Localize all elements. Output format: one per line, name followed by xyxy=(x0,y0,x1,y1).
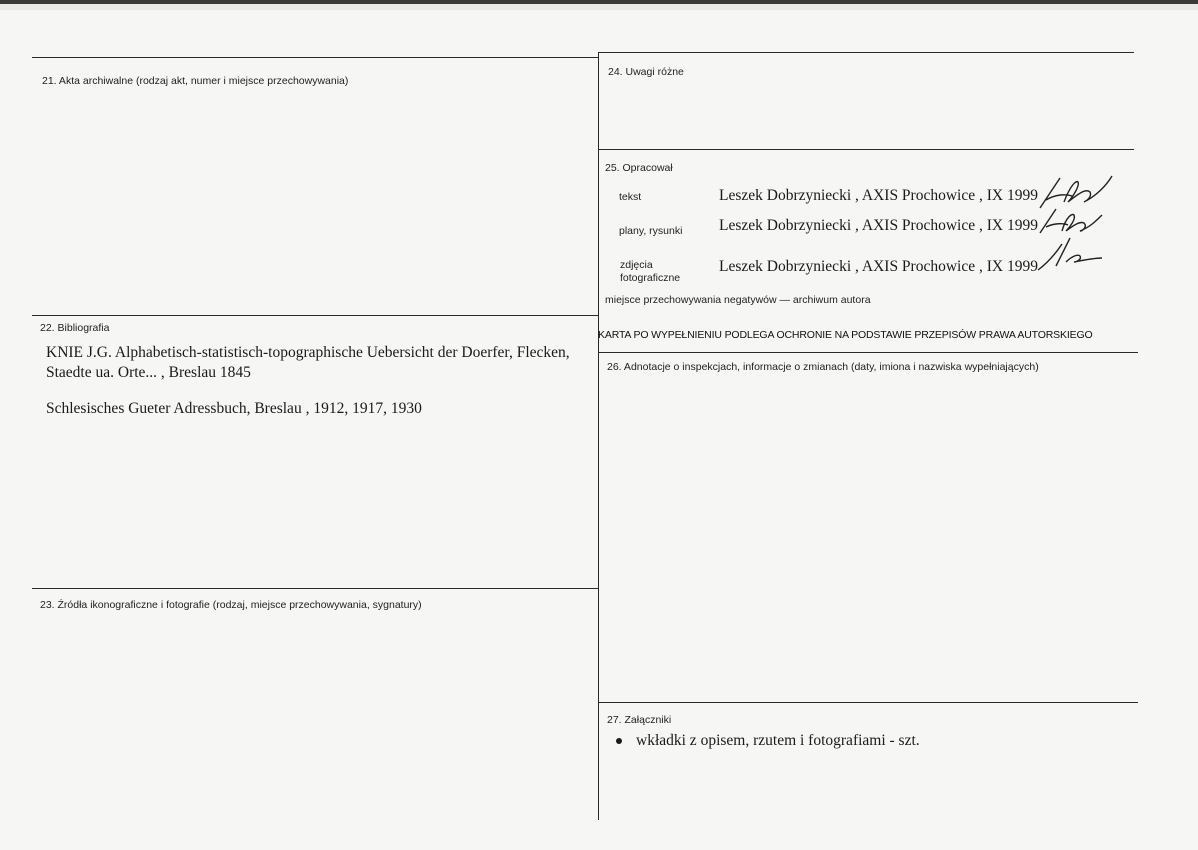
rule-22-23 xyxy=(32,588,598,589)
section-21-label: 21. Akta archiwalne (rodzaj akt, numer i miejsce przechowywania) xyxy=(42,75,349,87)
negatives-location: miejsce przechowywania negatywów — archiwum autora xyxy=(605,294,871,306)
rule-center-vertical xyxy=(598,52,599,820)
section-23-label: 23. Źródła ikonograficzne i fotografie (rodzaj, miejsce przechowywania, sygnatury) xyxy=(40,599,422,611)
bibliography-entry: KNIE J.G. Alphabetisch-statistisch-topographische Uebersicht der Doerfer, Flecken, Staedte ua. Orte... , Breslau 1845 xyxy=(46,344,570,381)
rule-26-27 xyxy=(598,702,1138,703)
section-22-label: 22. Bibliografia xyxy=(40,322,110,334)
author-row-label: tekst xyxy=(619,191,642,203)
rule-top-left xyxy=(32,57,598,58)
signature xyxy=(1036,205,1106,237)
bullet-icon xyxy=(616,738,622,744)
section-24-label: 24. Uwagi różne xyxy=(608,66,684,78)
author-row-label: plany, rysunki xyxy=(619,225,683,237)
author-row-value: Leszek Dobrzyniecki , AXIS Prochowice , IX 1999 xyxy=(719,187,1038,204)
section-27-label: 27. Załączniki xyxy=(607,714,672,726)
author-row-label: zdjęcia fotograficzne xyxy=(620,259,681,284)
author-row-value: Leszek Dobrzyniecki , AXIS Prochowice , IX 1999 xyxy=(719,217,1038,234)
section-26-label: 26. Adnotacje o inspekcjach, informacje o zmianach (daty, imiona i nazwiska wypełniających) xyxy=(607,361,1039,373)
attachment-item xyxy=(616,731,920,751)
attachment-item-text: wkładki z opisem, rzutem i fotografiami - szt. xyxy=(636,732,920,749)
rule-21-22 xyxy=(32,315,598,316)
author-row-value: Leszek Dobrzyniecki , AXIS Prochowice , IX 1999 xyxy=(719,258,1038,275)
copyright-notice: KARTA PO WYPEŁNIENIU PODLEGA OCHRONIE NA PODSTAWIE PRZEPISÓW PRAWA AUTORSKIEGO xyxy=(598,329,1093,341)
rule-top-right xyxy=(598,52,1134,53)
section-25-label: 25. Opracował xyxy=(605,162,673,174)
bibliography-entry: Schlesisches Gueter Adressbuch, Breslau , 1912, 1917, 1930 xyxy=(46,400,422,417)
scan-sheet-edge xyxy=(0,4,1198,10)
rule-24-25 xyxy=(598,149,1134,150)
signature xyxy=(1036,236,1106,276)
rule-notice xyxy=(598,352,1138,353)
